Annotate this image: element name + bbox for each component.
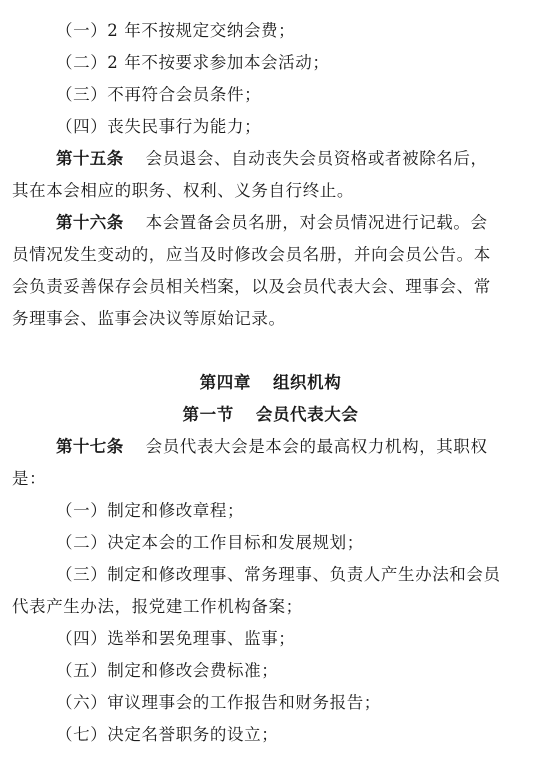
list-item-continuation: 代表产生办法，报党建工作机构备案； [12, 597, 303, 616]
section-number: 第一节 [182, 405, 234, 424]
article-16-continuation: 务理事会、监事会决议等原始记录。 [12, 309, 286, 328]
list-item: （一）2 年不按规定交纳会费； [56, 21, 296, 40]
article-16-continuation: 员情况发生变动的，应当及时修改会员名册，并向会员公告。本 [12, 245, 491, 264]
list-item: （七）决定名誉职务的设立； [56, 725, 279, 744]
article-17-continuation: 是： [12, 469, 47, 488]
article-17-line [56, 432, 532, 462]
list-item: （二）决定本会的工作目标和发展规划； [56, 533, 364, 552]
article-16-line [56, 208, 532, 238]
article-16-continuation: 会负责妥善保存会员相关档案，以及会员代表大会、理事会、常 [12, 277, 491, 296]
list-item: （三）制定和修改理事、常务理事、负责人产生办法和会员 [56, 565, 501, 584]
list-item: （六）审议理事会的工作报告和财务报告； [56, 693, 381, 712]
list-item: （二）2 年不按要求参加本会活动； [56, 53, 330, 72]
article-17-text: 会员代表大会是本会的最高权力机构，其职权 [145, 437, 488, 456]
list-item: （四）丧失民事行为能力； [56, 117, 262, 136]
article-16-label: 第十六条 [56, 213, 124, 232]
article-15-label: 第十五条 [56, 149, 124, 168]
chapter-heading [0, 368, 541, 398]
list-item: （一）制定和修改章程； [56, 501, 245, 520]
article-15-line [56, 144, 532, 174]
article-15-text: 会员退会、自动丧失会员资格或者被除名后， [145, 149, 488, 168]
article-17-label: 第十七条 [56, 437, 124, 456]
section-heading [0, 400, 541, 430]
article-16-text: 本会置备会员名册，对会员情况进行记载。会 [145, 213, 488, 232]
article-15-continuation: 其在本会相应的职务、权利、义务自行终止。 [12, 181, 354, 200]
chapter-title: 组织机构 [272, 373, 342, 392]
chapter-number: 第四章 [199, 373, 251, 392]
section-title: 会员代表大会 [255, 405, 359, 424]
list-item: （五）制定和修改会费标准； [56, 661, 279, 680]
list-item: （四）选举和罢免理事、监事； [56, 629, 296, 648]
list-item: （三）不再符合会员条件； [56, 85, 262, 104]
